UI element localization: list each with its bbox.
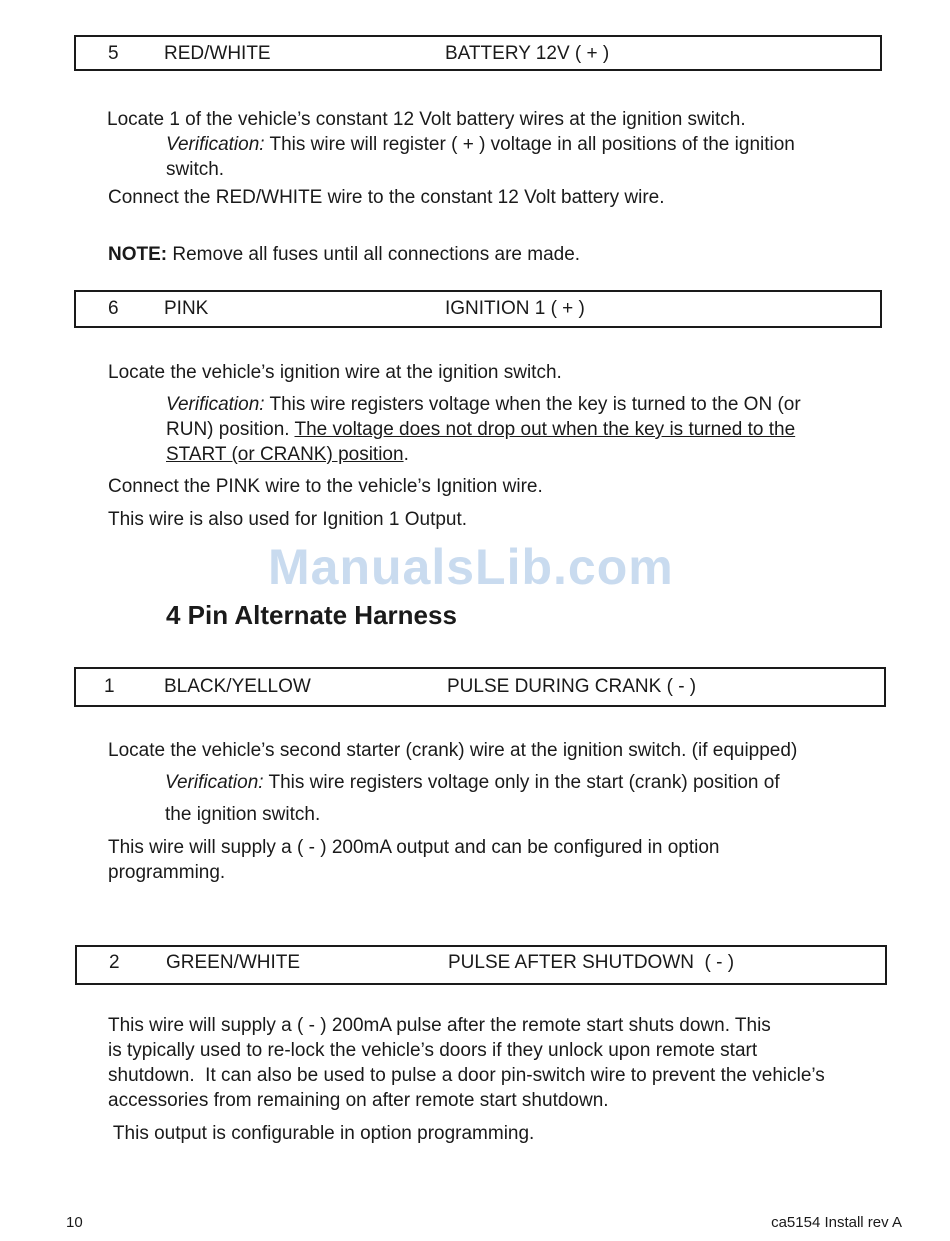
a2-desc-line: This wire will supply a ( - ) 200mA pulse after the remote start shuts down. This <box>108 1015 771 1036</box>
verification-text: This wire registers voltage only in the start (crank) position of <box>263 772 780 793</box>
verification-label: Verification: <box>166 394 265 415</box>
w6-locate-text: Locate the vehicle’s ignition wire at the ignition switch. <box>108 362 562 383</box>
verification-text: This wire will register ( + ) voltage in all positions of the ignition <box>264 134 795 155</box>
wire-number: 1 <box>104 676 115 697</box>
a1-supply-text-cont: programming. <box>108 862 226 883</box>
w5-connect-text: Connect the RED/WHITE wire to the constant 12 Volt battery wire. <box>108 187 665 208</box>
a1-supply-text: This wire will supply a ( - ) 200mA output and can be configured in option <box>108 837 720 858</box>
alt-wire-2-header <box>75 945 887 985</box>
wire-function: IGNITION 1 ( + ) <box>445 298 585 319</box>
w5-locate-text: Locate 1 of the vehicle’s constant 12 Volt battery wires at the ignition switch. <box>107 109 746 130</box>
verification-underlined-text: START (or CRANK) position <box>166 444 404 465</box>
verification-label: Verification: <box>166 134 265 155</box>
a2-desc-line: shutdown. It can also be used to pulse a door pin-switch wire to prevent the vehicle’s <box>108 1065 825 1086</box>
wire-number: 5 <box>108 43 119 64</box>
w6-also-text: This wire is also used for Ignition 1 Output. <box>108 509 468 530</box>
wire-color: RED/WHITE <box>164 43 271 64</box>
note <box>108 242 580 267</box>
verification-text: This wire registers voltage when the key is turned to the ON (or <box>264 394 801 415</box>
wire-color: PINK <box>164 298 209 319</box>
a1-verification <box>165 770 780 795</box>
a1-verification-cont: the ignition switch. <box>165 804 321 825</box>
verification-text: RUN) position. <box>166 419 295 440</box>
document-id: ca5154 Install rev A <box>771 1214 902 1231</box>
verification-label: Verification: <box>165 772 264 793</box>
wire-color: BLACK/YELLOW <box>164 676 311 697</box>
period: . <box>403 444 409 465</box>
wire-function: PULSE AFTER SHUTDOWN ( - ) <box>448 952 735 973</box>
w6-connect-text: Connect the PINK wire to the vehicle’s Ignition wire. <box>108 476 543 497</box>
section-heading: 4 Pin Alternate Harness <box>166 600 457 630</box>
a2-desc-line: accessories from remaining on after remote start shutdown. <box>108 1090 609 1111</box>
note-text: Remove all fuses until all connections are made. <box>167 244 581 265</box>
w5-verification-cont: switch. <box>166 159 225 180</box>
a2-config-text: This output is configurable in option programming. <box>108 1123 535 1144</box>
w6-verification <box>166 392 801 417</box>
wire-number: 2 <box>109 952 120 973</box>
wire-number: 6 <box>108 298 119 319</box>
alt-wire-1-header <box>74 667 886 707</box>
page-number: 10 <box>66 1214 83 1231</box>
w6-verification-cont <box>166 417 795 442</box>
w5-verification <box>166 132 795 157</box>
verification-underlined-text: The voltage does not drop out when the key is turned to the <box>294 419 796 440</box>
a2-desc-line: is typically used to re-lock the vehicle’s doors if they unlock upon remote start <box>108 1040 758 1061</box>
wire-color: GREEN/WHITE <box>166 952 301 973</box>
manualslib-watermark: ManualsLib.com <box>268 539 674 595</box>
wire-6-header <box>74 290 882 328</box>
note-label: NOTE: <box>108 244 168 265</box>
wire-function: BATTERY 12V ( + ) <box>445 43 610 64</box>
a1-locate-text: Locate the vehicle’s second starter (crank) wire at the ignition switch. (if equipped) <box>108 740 798 761</box>
w6-verification-end <box>166 442 409 467</box>
wire-function: PULSE DURING CRANK ( - ) <box>447 676 697 697</box>
wire-5-header <box>74 35 882 71</box>
